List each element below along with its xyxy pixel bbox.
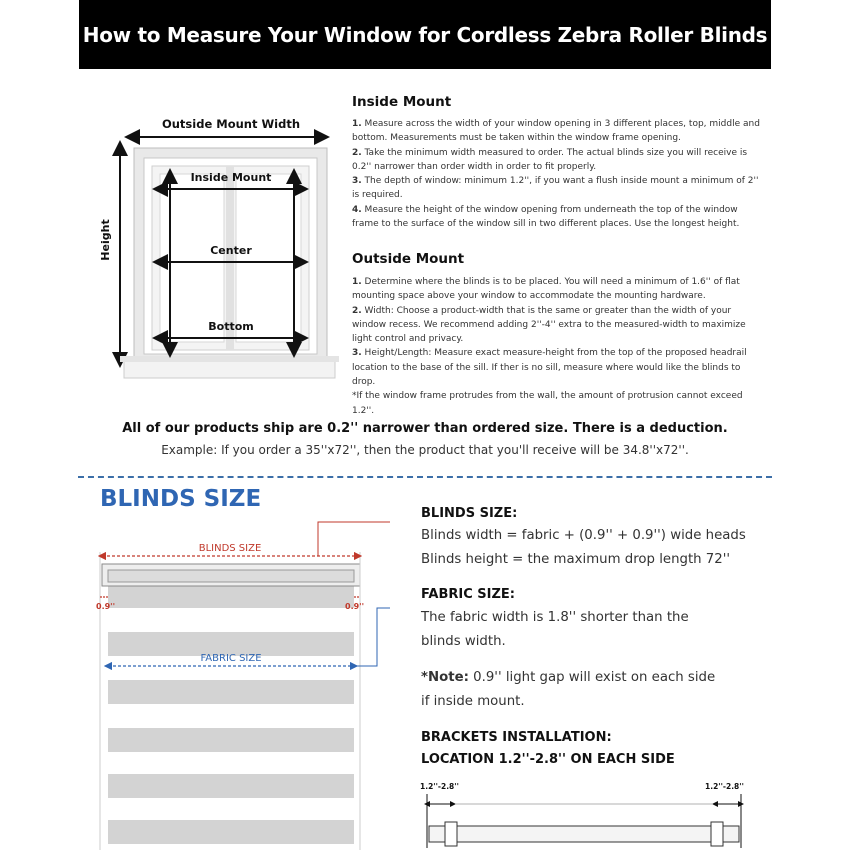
fabric-size-label: FABRIC SIZE	[200, 653, 262, 664]
inside-step-3: 3. The depth of window: minimum 1.2'', if you want a flush inside mount a minimum of 2'' is required.	[352, 176, 759, 201]
window-pane-right	[236, 174, 301, 342]
bracket-right	[711, 822, 723, 846]
fabric-size-text: The fabric width is 1.8'' shorter than the blinds width.	[421, 610, 689, 649]
gap-right-label: 0.9''	[345, 602, 365, 611]
gap-left-label: 0.9''	[96, 602, 116, 611]
stripe-6	[108, 820, 354, 844]
title-banner	[79, 0, 771, 69]
blinds-size-title: BLINDS SIZE	[100, 486, 262, 512]
inside-mount-steps	[352, 117, 762, 231]
bottom-label: Bottom	[208, 320, 254, 333]
fabric-size-pointer	[352, 608, 390, 666]
outside-step-2: 2. Width: Choose a product-width that is the same or greater than the width of your window recess. We recommend adding 2''-4'' extra to the measured-width to maximize light control and privacy.	[352, 305, 746, 345]
stripe-1	[108, 584, 354, 608]
height-label: Height	[99, 219, 112, 261]
window-diagram	[90, 110, 340, 390]
blinds-diagram	[90, 512, 390, 850]
outside-step-1: 1. Determine where the blinds is to be placed. You will need a minimum of 1.6'' of flat mounting space above your window to accommodate the mounting hardware.	[352, 277, 740, 302]
outside-step-3: 3. Height/Length: Measure exact measure-height from the top of the proposed headrail location to the base of the sill. If ther is no sill, measure where would like the blinds to drop.	[352, 348, 747, 388]
bracket-right-label: 1.2''-2.8''	[705, 782, 744, 791]
page-title: How to Measure Your Window for Cordless Zebra Roller Blinds	[82, 22, 768, 47]
inside-step-4: 4. Measure the height of the window opening from underneath the top of the window frame to the surface of the window sill in two different places. Use the longest height.	[352, 204, 740, 230]
outside-mount-steps	[352, 275, 762, 418]
blinds-size-pointer	[318, 522, 390, 556]
headrail-tube	[108, 570, 354, 582]
inside-step-2: 2. Take the minimum width measured to order. The actual blinds size you will receive is 0.2'' narrower than order width in order to fit properly.	[352, 147, 748, 172]
brackets-heading-2: LOCATION 1.2''-2.8'' ON EACH SIDE	[421, 752, 675, 767]
inside-step-1: 1. Measure across the width of your window opening in 3 different places, top, middle and bottom. Measurements must be taken within the window frame opening.	[352, 119, 760, 144]
stripe-3	[108, 680, 354, 704]
deduction-notice: All of our products ship are 0.2'' narrower than ordered size. There is a deduction.	[122, 421, 728, 436]
blinds-width-text: Blinds width = fabric + (0.9'' + 0.9'') wide heads	[421, 528, 746, 543]
stripe-5	[108, 774, 354, 798]
outside-footnote: *If the window frame protrudes from the wall, the amount of protrusion cannot exceed 1.2''.	[352, 391, 743, 416]
stripe-4	[108, 728, 354, 752]
fabric-size-heading: FABRIC SIZE:	[421, 587, 515, 602]
outside-mount-width-label: Outside Mount Width	[161, 117, 301, 131]
center-label: Center	[210, 244, 252, 257]
window-sill-shadow	[120, 356, 339, 362]
brackets-heading-1: BRACKETS INSTALLATION:	[421, 730, 612, 745]
inside-mount-heading: Inside Mount	[352, 94, 452, 110]
window-sill	[124, 360, 335, 378]
bracket-left-label: 1.2''-2.8''	[420, 782, 459, 791]
light-gap-note: *Note: 0.9'' light gap will exist on each side if inside mount.	[421, 670, 716, 709]
blinds-size-label: BLINDS SIZE	[198, 543, 262, 554]
deduction-example: Example: If you order a 35''x72'', then the product that you'll receive will be 34.8''x72''.	[161, 443, 689, 457]
section-divider	[78, 476, 772, 478]
blinds-size-heading: BLINDS SIZE:	[421, 506, 518, 521]
bracket-rail	[429, 826, 739, 842]
bracket-diagram	[415, 778, 755, 848]
bracket-left	[445, 822, 457, 846]
outside-mount-heading: Outside Mount	[352, 251, 465, 267]
blind-fabric	[108, 580, 354, 850]
inside-mount-label: Inside Mount	[190, 171, 272, 184]
blinds-height-text: Blinds height = the maximum drop length 72''	[421, 552, 731, 567]
